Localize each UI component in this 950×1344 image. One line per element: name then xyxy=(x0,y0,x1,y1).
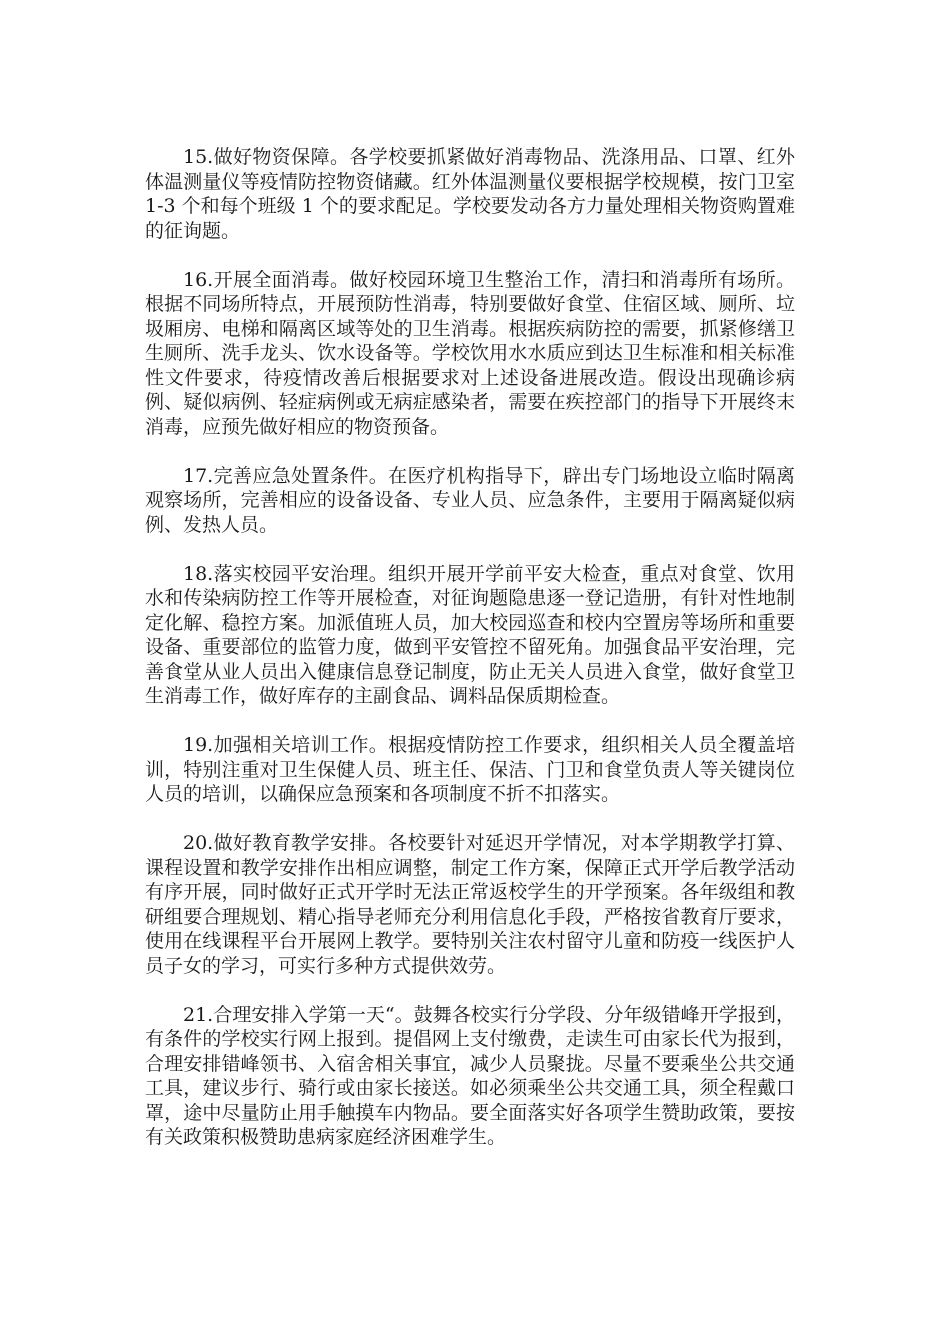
paragraph-17: 17.完善应急处置条件。在医疗机构指导下，辟出专门场地设立临时隔离观察场所，完善相应的设备设备、专业人员、应急条件，主要用于隔离疑似病例、发热人员。 xyxy=(145,464,795,536)
paragraph-16: 16.开展全面消毒。做好校园环境卫生整治工作，清扫和消毒所有场所。根据不同场所特点，开展预防性消毒，特别要做好食堂、住宿区域、厕所、垃圾厢房、电梯和隔离区域等处的卫生消毒。根据疾病防控的需要，抓紧修缮卫生厕所、洗手龙头、饮水设备等。学校饮用水水质应到达卫生标准和相关标准性文件要求，待疫情改善后根据要求对上述设备进展改造。假设出现确诊病例、疑似病例、轻症病例或无病症感染者，需要在疾控部门的指导下开展终末消毒，应预先做好相应的物资预备。 xyxy=(145,268,795,438)
paragraph-15: 15.做好物资保障。各学校要抓紧做好消毒物品、洗涤用品、口罩、红外体温测量仪等疫情防控物资储藏。红外体温测量仪要根据学校规模，按门卫室 1-3 个和每个班级 1 个的要求配足。学校要发动各方力量处理相关物资购置难的征询题。 xyxy=(145,146,795,242)
paragraph-18: 18.落实校园平安治理。组织开展开学前平安大检查，重点对食堂、饮用水和传染病防控工作等开展检查，对征询题隐患逐一登记造册，有针对性地制定化解、稳控方案。加派值班人员，加大校园巡查和校内空置房等场所和重要设备、重要部位的监管力度，做到平安管控不留死角。加强食品平安治理，完善食堂从业人员出入健康信息登记制度，防止无关人员进入食堂，做好食堂卫生消毒工作，做好库存的主副食品、调料品保质期检查。 xyxy=(145,562,795,707)
document-page xyxy=(145,145,795,1174)
paragraph-21: 21.合理安排入学第一天“。鼓舞各校实行分学段、分年级错峰开学报到，有条件的学校实行网上报到。提倡网上支付缴费，走读生可由家长代为报到，合理安排错峰领书、入宿舍相关事宜，减少人员聚拢。尽量不要乘坐公共交通工具，建议步行、骑行或由家长接送。如必须乘坐公共交通工具，须全程戴口罩，途中尽量防止用手触摸车内物品。要全面落实好各项学生赞助政策，要按有关政策积极赞助患病家庭经济困难学生。 xyxy=(145,1003,795,1148)
paragraph-20: 20.做好教育教学安排。各校要针对延迟开学情况，对本学期教学打算、课程设置和教学安排作出相应调整，制定工作方案，保障正式开学后教学活动有序开展，同时做好正式开学时无法正常返校学生的开学预案。各年级组和教研组要合理规划、精心指导老师充分利用信息化手段，严格按省教育厅要求，使用在线课程平台开展网上教学。要特别关注农村留守儿童和防疫一线医护人员子女的学习，可实行多种方式提供效劳。 xyxy=(145,832,795,977)
paragraph-19: 19.加强相关培训工作。根据疫情防控工作要求，组织相关人员全覆盖培训，特别注重对卫生保健人员、班主任、保洁、门卫和食堂负责人等关键岗位人员的培训，以确保应急预案和各项制度不折不扣落实。 xyxy=(145,734,795,805)
